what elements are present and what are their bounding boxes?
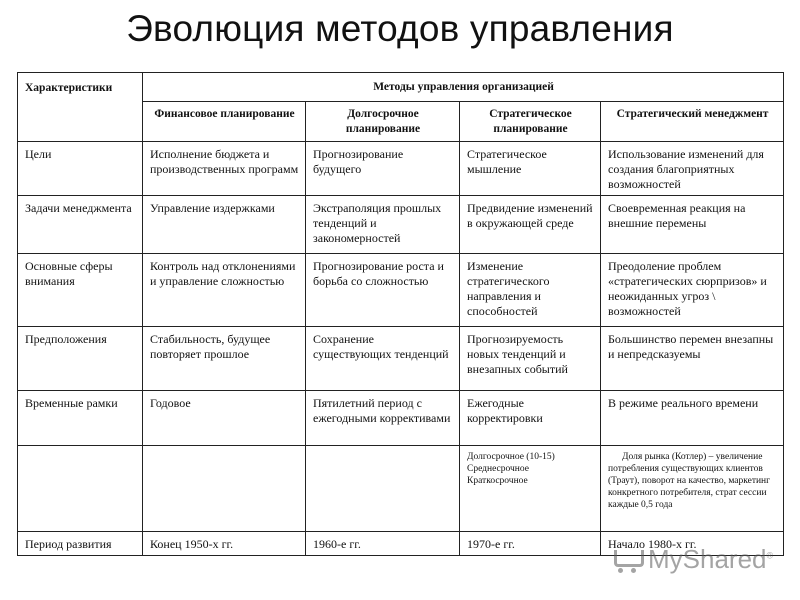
watermark-text: MyShared®	[648, 543, 774, 574]
table-cell: Конец 1950-х гг.	[143, 532, 306, 556]
table-cell: 1960-е гг.	[306, 532, 460, 556]
table-row-notes	[18, 446, 784, 532]
table-cell: Своевременная реакция на внешние перемены	[601, 196, 784, 254]
table-cell: Прогнозирование роста и борьба со сложностью	[306, 254, 460, 327]
table-cell: Экстраполяция прошлых тенденций и закономерностей	[306, 196, 460, 254]
table-cell: Стабильность, будущее повторяет прошлое	[143, 327, 306, 391]
methods-evolution-table	[17, 72, 784, 556]
table-cell: Прогнозируемость новых тенденций и внезапных событий	[460, 327, 601, 391]
method-strategic-planning: Стратегическое планирование	[460, 102, 601, 142]
market-share-note: Доля рынка (Котлер) – увеличение потребления существующих клиентов (Траут), поворот на качество, маркетинг конкретного потребителя, страт сессии каждые 0,5 года	[601, 446, 784, 532]
table-header-row	[18, 73, 784, 102]
method-financial-planning: Финансовое планирование	[143, 102, 306, 142]
row-label-time-frame: Временные рамки	[18, 391, 143, 446]
table-cell: Годовое	[143, 391, 306, 446]
planning-horizon-note: Долгосрочное (10-15) Среднесрочное Краткосрочное	[460, 446, 601, 532]
method-strategic-management: Стратегический менеджмент	[601, 102, 784, 142]
header-methods: Методы управления организацией	[143, 73, 784, 102]
table-cell-empty	[306, 446, 460, 532]
header-characteristics: Характеристики	[18, 73, 143, 142]
table-cell-empty	[18, 446, 143, 532]
table-cell: Контроль над отклонениями и управление сложностью	[143, 254, 306, 327]
table-cell: Прогнозирование будущего	[306, 142, 460, 196]
table-cell: 1970-е гг.	[460, 532, 601, 556]
table-cell: Управление издержками	[143, 196, 306, 254]
table-row	[18, 196, 784, 254]
table-row	[18, 142, 784, 196]
page-title: Эволюция методов управления	[126, 8, 674, 49]
table-cell: Сохранение существующих тенденций	[306, 327, 460, 391]
table-row	[18, 254, 784, 327]
row-label-management-tasks: Задачи менеджмента	[18, 196, 143, 254]
table-cell: Изменение стратегического направления и способностей	[460, 254, 601, 327]
row-label-development-period: Период развития	[18, 532, 143, 556]
method-long-term-planning: Долгосрочное планирование	[306, 102, 460, 142]
table-row	[18, 391, 784, 446]
table-cell: Преодоление проблем «стратегических сюрпризов» и неожиданных угроз \ возможностей	[601, 254, 784, 327]
table-cell: Исполнение бюджета и производственных программ	[143, 142, 306, 196]
table-cell: Стратегическое мышление	[460, 142, 601, 196]
table-cell-empty	[143, 446, 306, 532]
row-label-focus-areas: Основные сферы внимания	[18, 254, 143, 327]
cart-icon	[612, 544, 642, 574]
table-cell: Пятилетний период с ежегодными коррективами	[306, 391, 460, 446]
watermark-logo	[612, 538, 782, 580]
row-label-assumptions: Предположения	[18, 327, 143, 391]
table-cell: Ежегодные корректировки	[460, 391, 601, 446]
table-row	[18, 327, 784, 391]
row-label-goals: Цели	[18, 142, 143, 196]
table-cell: Предвидение изменений в окружающей среде	[460, 196, 601, 254]
table-cell: Использование изменений для создания благоприятных возможностей	[601, 142, 784, 196]
table-cell: Начало 1980-х гг.	[601, 532, 784, 556]
table-cell: В режиме реального времени	[601, 391, 784, 446]
table-cell: Большинство перемен внезапны и непредсказуемы	[601, 327, 784, 391]
